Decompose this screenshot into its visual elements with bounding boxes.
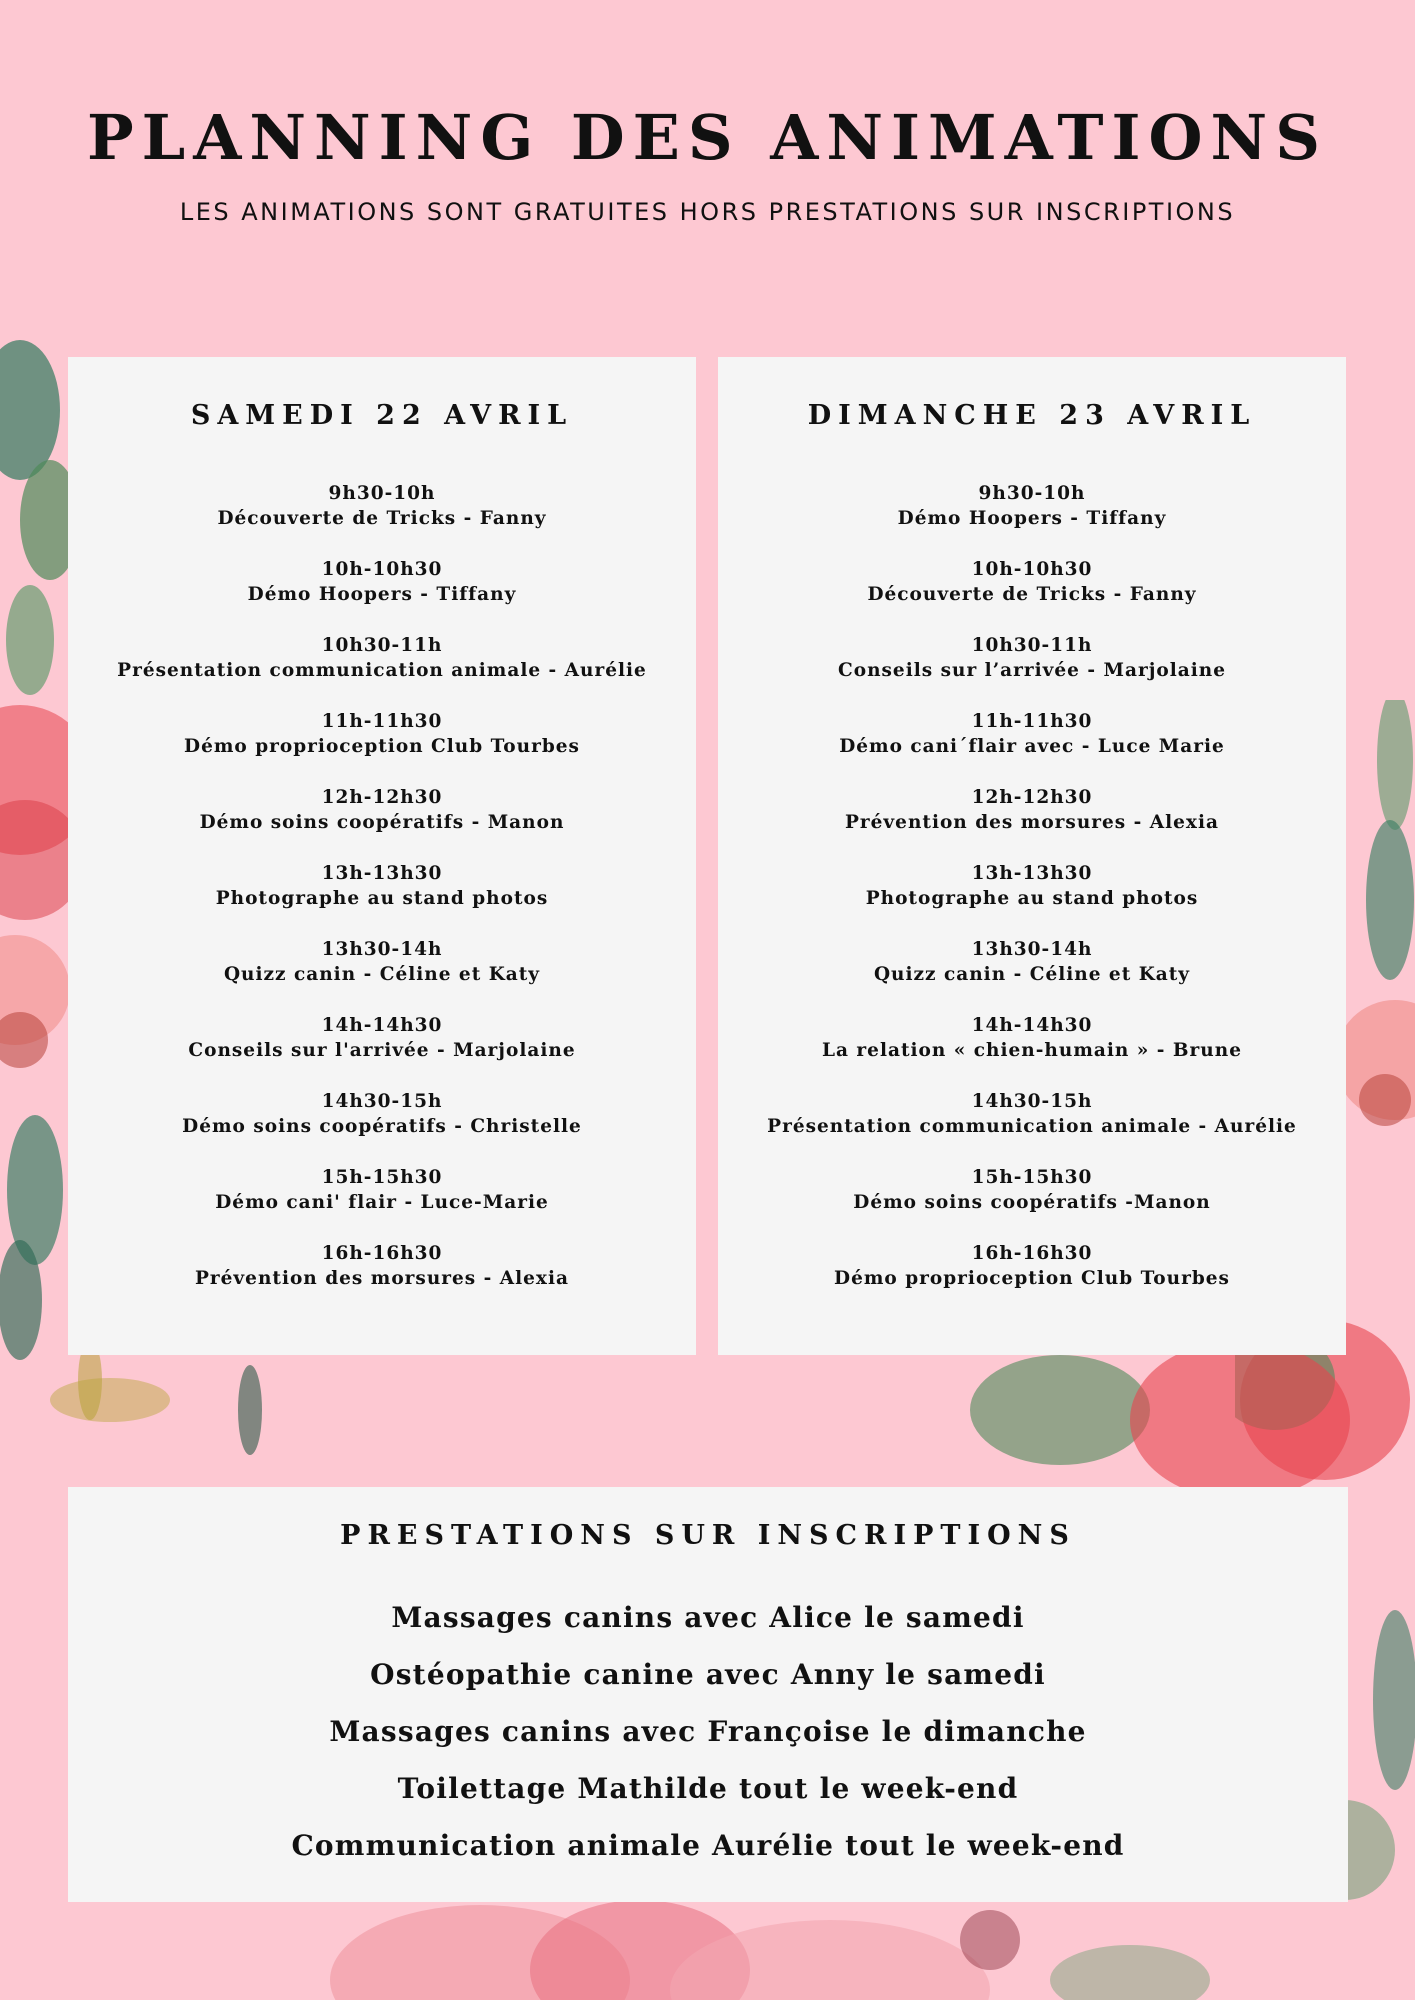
prestation-item: Ostéopathie canine avec Anny le samedi — [370, 1658, 1046, 1691]
sunday-card — [718, 357, 1346, 1355]
slot-activity: Démo Hoopers - Tiffany — [897, 508, 1167, 529]
page-subtitle: LES ANIMATIONS SONT GRATUITES HORS PRESTATIONS SUR INSCRIPTIONS — [179, 198, 1236, 226]
sunday-schedule — [718, 481, 1346, 1317]
slot-activity: Démo proprioception Club Tourbes — [184, 736, 580, 757]
schedule-slot — [68, 1241, 696, 1317]
slot-activity: Prévention des morsures - Alexia — [845, 812, 1219, 833]
slot-activity: Présentation communication animale - Aurélie — [767, 1116, 1297, 1137]
slot-activity: Conseils sur l’arrivée - Marjolaine — [838, 660, 1226, 681]
schedule-slot — [718, 481, 1346, 557]
floral-decoration-bottom — [0, 1890, 1415, 2000]
slot-activity: Démo soins coopératifs -Manon — [853, 1192, 1211, 1213]
slot-time: 11h-11h30 — [971, 711, 1093, 732]
slot-time: 16h-16h30 — [971, 1243, 1093, 1264]
prestation-item: Massages canins avec Françoise le dimanche — [329, 1715, 1087, 1748]
slot-time: 9h30-10h — [978, 483, 1086, 504]
prestations-title: PRESTATIONS SUR INSCRIPTIONS — [340, 1520, 1076, 1551]
schedule-slot — [718, 1165, 1346, 1241]
schedule-slot — [68, 481, 696, 557]
slot-time: 13h-13h30 — [971, 863, 1093, 884]
slot-time: 13h30-14h — [971, 939, 1093, 960]
slot-activity: Démo Hoopers - Tiffany — [247, 584, 517, 605]
saturday-title: SAMEDI 22 AVRIL — [190, 400, 574, 431]
slot-time: 11h-11h30 — [321, 711, 443, 732]
schedule-slot — [68, 1013, 696, 1089]
saturday-card — [68, 357, 696, 1355]
slot-time: 14h-14h30 — [971, 1015, 1093, 1036]
slot-activity: Démo cani' flair - Luce-Marie — [215, 1192, 549, 1213]
page-title: PLANNING DES ANIMATIONS — [87, 101, 1328, 174]
slot-activity: Démo proprioception Club Tourbes — [834, 1268, 1230, 1289]
slot-time: 13h30-14h — [321, 939, 443, 960]
slot-activity: La relation « chien-humain » - Brune — [822, 1040, 1242, 1061]
prestations-card — [68, 1487, 1348, 1902]
slot-activity: Découverte de Tricks - Fanny — [217, 508, 547, 529]
schedule-slot — [718, 861, 1346, 937]
slot-activity: Conseils sur l'arrivée - Marjolaine — [188, 1040, 576, 1061]
slot-time: 14h30-15h — [321, 1091, 443, 1112]
slot-time: 14h-14h30 — [321, 1015, 443, 1036]
slot-time: 10h30-11h — [321, 635, 443, 656]
schedule-slot — [718, 557, 1346, 633]
schedule-slot — [718, 1013, 1346, 1089]
slot-activity: Démo soins coopératifs - Manon — [199, 812, 565, 833]
schedule-slot — [718, 1089, 1346, 1165]
slot-time: 15h-15h30 — [971, 1167, 1093, 1188]
slot-activity: Quizz canin - Céline et Katy — [873, 964, 1191, 985]
schedule-slot — [718, 1241, 1346, 1317]
sunday-title: DIMANCHE 23 AVRIL — [807, 400, 1257, 431]
slot-activity: Découverte de Tricks - Fanny — [867, 584, 1197, 605]
slot-activity: Prévention des morsures - Alexia — [195, 1268, 569, 1289]
schedule-slot — [718, 633, 1346, 709]
prestations-list — [68, 1589, 1348, 1874]
slot-time: 9h30-10h — [328, 483, 436, 504]
slot-time: 14h30-15h — [971, 1091, 1093, 1112]
slot-time: 10h30-11h — [971, 635, 1093, 656]
prestation-item: Communication animale Aurélie tout le week-end — [291, 1829, 1125, 1862]
slot-time: 16h-16h30 — [321, 1243, 443, 1264]
saturday-schedule — [68, 481, 696, 1317]
schedule-slot — [68, 709, 696, 785]
slot-activity: Démo cani´flair avec - Luce Marie — [839, 736, 1225, 757]
slot-activity: Quizz canin - Céline et Katy — [223, 964, 541, 985]
slot-time: 15h-15h30 — [321, 1167, 443, 1188]
slot-time: 12h-12h30 — [971, 787, 1093, 808]
schedule-slot — [68, 785, 696, 861]
schedule-slot — [68, 1165, 696, 1241]
schedule-slot — [68, 861, 696, 937]
page-header — [0, 0, 1415, 226]
slot-activity: Démo soins coopératifs - Christelle — [182, 1116, 582, 1137]
slot-time: 10h-10h30 — [321, 559, 443, 580]
slot-activity: Photographe au stand photos — [865, 888, 1199, 909]
slot-activity: Présentation communication animale - Aurélie — [117, 660, 647, 681]
schedule-slot — [718, 937, 1346, 1013]
prestation-item: Toilettage Mathilde tout le week-end — [397, 1772, 1019, 1805]
schedule-slot — [718, 709, 1346, 785]
slot-activity: Photographe au stand photos — [215, 888, 549, 909]
schedule-slot — [68, 937, 696, 1013]
slot-time: 13h-13h30 — [321, 863, 443, 884]
slot-time: 10h-10h30 — [971, 559, 1093, 580]
schedule-slot — [68, 557, 696, 633]
prestation-item: Massages canins avec Alice le samedi — [391, 1601, 1025, 1634]
floral-decoration-middle — [0, 1350, 1415, 1490]
schedule-slot — [68, 1089, 696, 1165]
schedule-slot — [718, 785, 1346, 861]
schedule-slot — [68, 633, 696, 709]
slot-time: 12h-12h30 — [321, 787, 443, 808]
